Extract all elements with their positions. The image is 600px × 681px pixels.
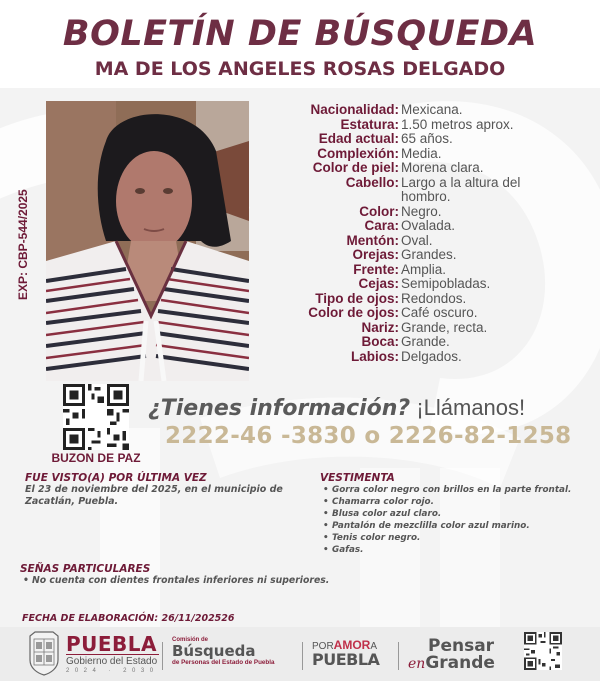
detail-color-ojos — [296, 306, 546, 321]
detail-boca — [296, 335, 546, 350]
a-text: A — [370, 641, 378, 652]
grande-text: Grande — [425, 653, 495, 673]
detail-label: Nariz: — [361, 319, 399, 335]
mark-item: • No cuenta con dientes frontales inferiores ni superiores. — [20, 575, 380, 587]
puebla-coat-of-arms-icon — [27, 630, 61, 676]
clothing-item: • Blusa color azul claro. — [320, 508, 600, 520]
footer-divider — [398, 642, 399, 670]
detail-value: 1.50 metros aprox. — [401, 116, 514, 132]
comision-busqueda-logo — [172, 637, 275, 666]
last-seen-section — [25, 472, 305, 508]
detail-cara — [296, 219, 546, 234]
detail-frente — [296, 263, 546, 278]
clothing-title: VESTIMENTA — [320, 472, 395, 484]
puebla-bold-text: PUEBLA — [312, 650, 380, 669]
comision-subtitle: de Personas del Estado de Puebla — [172, 659, 275, 666]
buzon-de-paz-label: BUZON DE PAZ — [51, 451, 141, 465]
missing-person-photo — [46, 101, 249, 381]
detail-value: Negro. — [401, 203, 442, 219]
clothing-item: • Tenis color negro. — [320, 532, 600, 544]
detail-value: Morena clara. — [401, 160, 484, 175]
detail-label: Labios: — [350, 348, 399, 364]
buzon-qr-code[interactable] — [63, 384, 129, 450]
info-prompt — [148, 395, 525, 421]
pensar-text: Pensar — [428, 636, 495, 656]
detail-label: Cejas: — [358, 276, 399, 291]
detail-label: Estatura: — [340, 116, 399, 132]
puebla-wordmark: PUEBLA — [66, 632, 158, 656]
info-question: ¿Tienes información? — [148, 396, 411, 421]
case-number: EXP: CBP-544/2025 — [16, 189, 30, 300]
detail-cabello — [296, 176, 546, 205]
detail-value: 65 años. — [401, 131, 453, 146]
detail-value: Ovalada. — [401, 218, 456, 233]
detail-label: Orejas: — [352, 247, 399, 262]
person-name: MA DE LOS ANGELES ROSAS DELGADO — [94, 58, 506, 80]
detail-estatura — [296, 118, 546, 133]
last-seen-text: El 23 de noviembre del 2025, en el municipio de Zacatlán, Puebla. — [25, 484, 283, 507]
amor-text: AMOR — [333, 638, 371, 652]
detail-tipo-ojos — [296, 292, 546, 307]
detail-label: Complexión: — [317, 145, 399, 161]
clothing-section — [320, 472, 600, 556]
detail-value: Grande. — [401, 334, 450, 349]
footer-divider — [162, 642, 163, 670]
detail-label: Nacionalidad: — [310, 102, 399, 117]
detail-value: Redondos. — [401, 290, 467, 306]
call-to-action: ¡Llámanos! — [410, 395, 526, 420]
detail-value: Mexicana. — [401, 102, 463, 117]
detail-complexion — [296, 147, 546, 162]
por-amor-a-puebla-logo — [312, 640, 379, 668]
puebla-government-logo — [66, 634, 159, 676]
pensar-en-grande-logo — [408, 638, 508, 673]
clothing-item: • Gafas. — [320, 544, 600, 556]
detail-value: Oval. — [401, 232, 433, 248]
detail-label: Frente: — [353, 261, 399, 277]
detail-value: Largo a la altura del hombro. — [401, 174, 521, 204]
detail-value: Café oscuro. — [401, 305, 478, 320]
detail-label: Mentón: — [346, 232, 399, 248]
marks-title: SEÑAS PARTICULARES — [20, 563, 151, 575]
last-seen-title: FUE VISTO(A) POR ÚLTIMA VEZ — [25, 472, 207, 484]
comision-label: Comisión de — [172, 637, 209, 643]
detail-value: Grande, recta. — [401, 319, 488, 335]
bulletin-title: BOLETÍN DE BÚSQUEDA — [62, 14, 538, 54]
detail-value: Media. — [401, 145, 442, 161]
detail-value: Grandes. — [401, 247, 457, 262]
busqueda-wordmark: Búsqueda — [172, 642, 256, 660]
clothing-item: • Chamarra color rojo. — [320, 496, 600, 508]
puebla-government-label: Gobierno del Estado — [66, 656, 158, 667]
footer-qr-code[interactable] — [524, 631, 562, 671]
por-text: POR — [312, 641, 334, 652]
en-grande-line — [408, 655, 508, 673]
detail-label: Tipo de ojos: — [315, 290, 399, 306]
puebla-term-years: 2024 · 2030 — [66, 668, 159, 674]
clothing-item: • Pantalón de mezclilla color azul marino. — [320, 520, 600, 532]
physical-description — [296, 103, 546, 364]
detail-edad — [296, 132, 546, 147]
detail-labios — [296, 350, 546, 365]
detail-label: Boca: — [361, 334, 399, 349]
detail-label: Cabello: — [345, 174, 399, 190]
detail-value: Semipobladas. — [401, 276, 491, 291]
detail-label: Cara: — [364, 218, 399, 233]
creation-date: FECHA DE ELABORACIÓN: 26/11/202526 — [22, 613, 235, 624]
detail-label: Color de ojos: — [308, 305, 399, 320]
detail-cejas — [296, 277, 546, 292]
marks-list — [20, 575, 380, 587]
detail-nariz — [296, 321, 546, 336]
detail-value: Delgados. — [401, 348, 462, 364]
detail-menton — [296, 234, 546, 249]
clothing-item: • Gorra color negro con brillos en la parte frontal. — [320, 484, 600, 496]
en-text: en — [408, 656, 426, 672]
distinguishing-marks-section — [20, 563, 380, 587]
footer-divider — [302, 642, 303, 670]
clothing-list — [320, 484, 600, 556]
detail-nacionalidad — [296, 103, 546, 118]
detail-label: Color: — [359, 203, 399, 219]
detail-orejas — [296, 248, 546, 263]
detail-label: Edad actual: — [318, 131, 399, 146]
detail-color-piel — [296, 161, 546, 176]
detail-label: Color de piel: — [312, 160, 399, 175]
contact-phones[interactable]: 2222-46 -3830 o 2226-82-1258 — [165, 423, 572, 449]
detail-color — [296, 205, 546, 220]
detail-value: Amplia. — [401, 261, 447, 277]
